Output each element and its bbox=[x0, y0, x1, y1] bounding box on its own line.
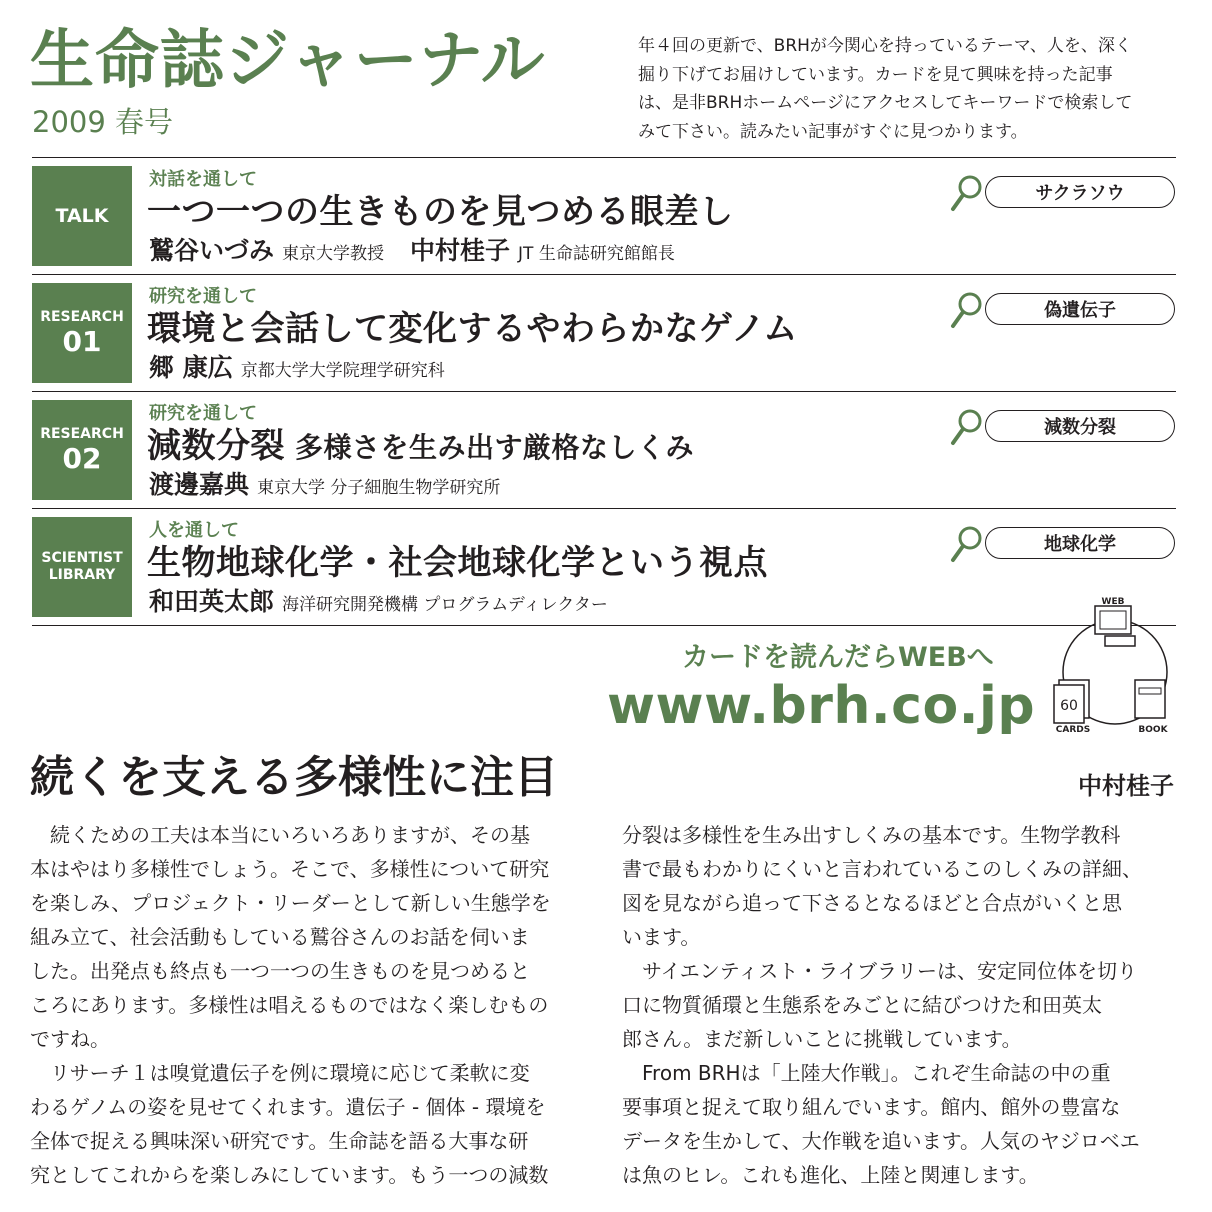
editorial-line: 続くための工夫は本当にいろいろありますが、その基 bbox=[30, 823, 530, 847]
search-icon bbox=[950, 291, 984, 329]
editorial-line: サイエンティスト・ライブラリーは、安定同位体を切り bbox=[622, 959, 1137, 983]
badge-label: RESEARCH bbox=[40, 425, 124, 442]
divider bbox=[32, 508, 1176, 509]
person-affiliation: JT 生命誌研究館館長 bbox=[518, 244, 675, 264]
person-affiliation: 海洋研究開発機構 プログラムディレクター bbox=[282, 595, 608, 615]
editorial-line: From BRHは「上陸大作戦」。これぞ生命誌の中の重 bbox=[622, 1061, 1111, 1085]
editorial-line: 分裂は多様性を生み出すしくみの基本です。生物学教科 bbox=[622, 823, 1121, 847]
article-row-scientist-library[interactable] bbox=[32, 511, 1176, 616]
cycle-label-cards: CARDS bbox=[1055, 725, 1091, 735]
headline-subtitle: 多様さを生み出す厳格なしくみ bbox=[295, 431, 695, 464]
editorial-line: います。 bbox=[622, 925, 701, 949]
editorial-line: 全体で捉える興味深い研究です。生命誌を語る大事な研 bbox=[30, 1129, 529, 1153]
search-icon bbox=[950, 525, 984, 563]
search-icon bbox=[950, 174, 984, 212]
person-name: 和田英太郎 bbox=[149, 587, 275, 616]
article-people bbox=[149, 470, 526, 503]
intro-line: 掘り下げてお届けしています。カードを見て興味を持った記事 bbox=[638, 64, 1113, 85]
website-url-link[interactable]: www.brh.co.jp bbox=[607, 676, 1036, 736]
section-badge bbox=[32, 283, 132, 383]
badge-label: LIBRARY bbox=[48, 567, 116, 583]
issue-label: 2009 春号 bbox=[32, 105, 174, 139]
intro-line: 年４回の更新で、BRHが今関心を持っているテーマ、人を、深く bbox=[638, 36, 1132, 56]
article-kicker: 人を通して bbox=[149, 520, 239, 541]
editorial-line: 組み立て、社会活動もしている鷲谷さんのお話を伺いま bbox=[30, 925, 530, 949]
web-lead-text: カードを読んだらWEBへ bbox=[682, 642, 994, 673]
cycle-label-web: WEB bbox=[1101, 597, 1125, 607]
keyword-search-button[interactable]: サクラソウ bbox=[985, 176, 1175, 208]
editorial-line: 口に物質循環と生態系をみごとに結びつけた和田英太 bbox=[622, 993, 1102, 1017]
cycle-label-cards-count: 60 bbox=[1060, 698, 1078, 714]
article-row-research-01[interactable] bbox=[32, 277, 1176, 382]
article-kicker: 対話を通して bbox=[149, 169, 257, 190]
article-headline[interactable] bbox=[147, 424, 694, 470]
article-row-research-02[interactable] bbox=[32, 394, 1176, 499]
journal-title: 生命誌ジャーナル bbox=[30, 24, 546, 98]
article-people bbox=[149, 236, 701, 269]
section-badge bbox=[32, 166, 132, 266]
editorial-line: した。出発点も終点も一つ一つの生きものを見つめると bbox=[30, 959, 530, 983]
person-name: 鷲谷いづみ bbox=[149, 236, 275, 265]
editorial-line: リサーチ１は嗅覚遺伝子を例に環境に応じて柔軟に変 bbox=[30, 1061, 530, 1085]
search-icon bbox=[950, 408, 984, 446]
person-name: 郷 康広 bbox=[149, 353, 233, 382]
section-badge bbox=[32, 400, 132, 500]
badge-number: 02 bbox=[62, 441, 102, 475]
editorial-line: 本はやはり多様性でしょう。そこで、多様性について研究 bbox=[30, 857, 550, 881]
article-headline[interactable] bbox=[147, 541, 768, 585]
editorial-column-left bbox=[30, 818, 590, 1192]
divider bbox=[32, 274, 1176, 275]
badge-number: 01 bbox=[62, 324, 102, 358]
headline-text: 一つ一つの生きものを見つめる眼差し bbox=[147, 192, 734, 232]
editorial-line: 書で最もわかりにくいと言われているこのしくみの詳細、 bbox=[622, 857, 1142, 881]
article-headline[interactable] bbox=[147, 190, 734, 234]
headline-text: 減数分裂 bbox=[147, 426, 285, 466]
person-name: 中村桂子 bbox=[410, 236, 511, 265]
person-name: 渡邊嘉典 bbox=[149, 470, 250, 499]
article-people bbox=[149, 587, 634, 620]
article-kicker: 研究を通して bbox=[149, 403, 257, 424]
divider bbox=[32, 157, 1176, 158]
person-affiliation: 東京大学教授 bbox=[282, 244, 385, 264]
editorial-line: ですね。 bbox=[30, 1027, 110, 1051]
editorial-line: わるゲノムの姿を見せてくれます。遺伝子 - 個体 - 環境を bbox=[30, 1095, 546, 1119]
editorial-line: 図を見ながら追って下さるとなるほどと合点がいくと思 bbox=[622, 891, 1122, 915]
keyword-search-button[interactable]: 偽遺伝子 bbox=[985, 293, 1175, 325]
badge-label: SCIENTIST bbox=[41, 550, 123, 566]
editorial-line: は魚のヒレ。これも進化、上陸と関連します。 bbox=[622, 1163, 1039, 1187]
editorial-line: 郎さん。まだ新しいことに挑戦しています。 bbox=[622, 1027, 1022, 1051]
headline-text: 環境と会話して変化するやわらかなゲノム bbox=[147, 309, 798, 349]
divider bbox=[32, 391, 1176, 392]
article-people bbox=[149, 353, 471, 386]
badge-label: TALK bbox=[55, 204, 109, 227]
article-headline[interactable] bbox=[147, 307, 798, 351]
cycle-label-book: BOOK bbox=[1138, 725, 1168, 735]
editorial-line: データを生かして、大作戦を追います。人気のヤジロベエ bbox=[622, 1129, 1140, 1153]
keyword-search-button[interactable]: 減数分裂 bbox=[985, 410, 1175, 442]
article-row-talk[interactable] bbox=[32, 160, 1176, 265]
editorial-line: ころにあります。多様性は唱えるものではなく楽しむもの bbox=[30, 993, 549, 1017]
editorial-column-right bbox=[622, 818, 1182, 1192]
person-affiliation: 東京大学 分子細胞生物学研究所 bbox=[257, 478, 501, 498]
section-badge bbox=[32, 517, 132, 617]
divider bbox=[32, 625, 1176, 626]
intro-text bbox=[638, 32, 1182, 146]
article-kicker: 研究を通して bbox=[149, 286, 257, 307]
person-affiliation: 京都大学大学院理学研究科 bbox=[240, 361, 445, 381]
editorial-line: 究としてこれからを楽しみにしています。もう一つの減数 bbox=[30, 1163, 549, 1187]
intro-line: みて下さい。読みたい記事がすぐに見つかります。 bbox=[638, 121, 1028, 142]
intro-line: は、是非BRHホームページにアクセスしてキーワードで検索して bbox=[638, 93, 1133, 113]
headline-text: 生物地球化学・社会地球化学という視点 bbox=[147, 543, 768, 583]
web-cards-book-cycle-icon bbox=[1045, 596, 1179, 736]
badge-label: RESEARCH bbox=[40, 308, 124, 325]
keyword-search-button[interactable]: 地球化学 bbox=[985, 527, 1175, 559]
editorial-author: 中村桂子 bbox=[1078, 772, 1174, 800]
editorial-line: 要事項と捉えて取り組んでいます。館内、館外の豊富な bbox=[622, 1095, 1121, 1119]
editorial-heading: 続くを支える多様性に注目 bbox=[30, 752, 558, 803]
editorial-line: を楽しみ、プロジェクト・リーダーとして新しい生態学を bbox=[30, 891, 551, 915]
